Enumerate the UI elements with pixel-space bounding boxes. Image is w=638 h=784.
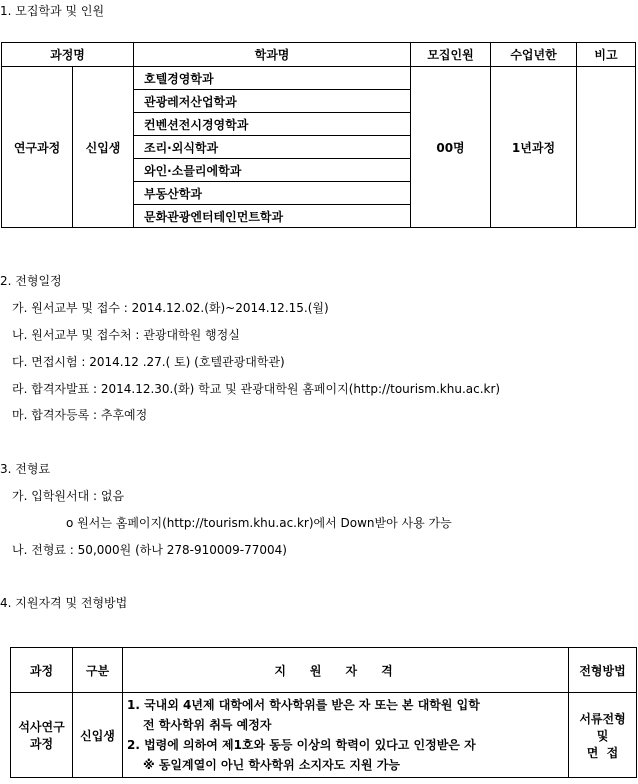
method-line: 면 접 (586, 745, 619, 760)
course-cell (11, 693, 73, 778)
schedule-item: 마. 합격자등록 : 추후예정 (12, 408, 148, 422)
course-line: 석사연구 (18, 720, 65, 734)
header-qualification: 지원자격 (123, 648, 569, 693)
requirement-1: 1. 국내외 4년제 대학에서 학사학위를 받은 자 또는 본 대학원 입학 (127, 698, 480, 712)
section2-heading: 2. 전형일정 (0, 274, 62, 288)
header-duration: 수업년한 (491, 43, 577, 67)
major-cell: 부동산학과 (134, 182, 411, 205)
recruitment-table (1, 42, 636, 228)
schedule-item: 가. 원서교부 및 접수 : 2014.12.02.(화)~2014.12.15.(월) (12, 301, 329, 315)
schedule-item: 다. 면접시험 : 2014.12 .27.( 토) (호텔관광대학관) (12, 355, 285, 369)
major-cell: 와인·소믈리에학과 (134, 159, 411, 182)
qualification-table (10, 647, 637, 778)
table-header-row (2, 43, 636, 67)
table-header-row (11, 648, 637, 693)
fee-item: 가. 입학원서대 : 없음 (12, 489, 125, 503)
method-line: 및 (596, 728, 609, 743)
requirement-note: ※ 동일계열이 아닌 학사학위 소지자도 지원 가능 (143, 758, 400, 772)
count-cell: 00명 (411, 67, 491, 228)
major-cell: 조리·외식학과 (134, 136, 411, 159)
table-row (11, 693, 637, 778)
section3-heading: 3. 전형료 (0, 462, 51, 476)
schedule-item: 나. 원서교부 및 접수처 : 관광대학원 행정실 (12, 328, 240, 342)
table-row (2, 67, 636, 90)
course-cell: 연구과정 (2, 67, 73, 228)
note-cell (577, 67, 636, 228)
method-cell (569, 693, 637, 778)
requirement-1-cont: 전 학사학위 취득 예정자 (143, 718, 272, 732)
header-note: 비고 (577, 43, 636, 67)
section1-heading: 1. 모집학과 및 인원 (0, 4, 105, 18)
major-cell: 관광레저산업학과 (134, 90, 411, 113)
header-course-name: 과정명 (2, 43, 134, 67)
schedule-item: 라. 합격자발표 : 2014.12.30.(화) 학교 및 관광대학원 홈페이지(http://tourism.khu.ac.kr) (12, 382, 501, 396)
type-cell: 신입생 (73, 693, 123, 778)
fee-sub-item: o 원서는 홈페이지(http://tourism.khu.ac.kr)에서 Down받아 사용 가능 (66, 516, 452, 530)
header-recruit-count: 모집인원 (411, 43, 491, 67)
major-cell: 호텔경영학과 (134, 67, 411, 90)
requirement-2: 2. 법령에 의하여 제1호와 동등 이상의 학력이 있다고 인정받은 자 (127, 738, 476, 752)
qualification-cell (123, 693, 569, 778)
major-cell: 컨벤션전시경영학과 (134, 113, 411, 136)
course-line: 과정 (29, 737, 54, 751)
header-course: 과정 (11, 648, 73, 693)
type-cell: 신입생 (73, 67, 134, 228)
header-type: 구분 (73, 648, 123, 693)
header-major-name: 학과명 (134, 43, 411, 67)
fee-item: 나. 전형료 : 50,000원 (하나 278-910009-77004) (12, 543, 287, 557)
section4-heading: 4. 지원자격 및 전형방법 (0, 596, 128, 610)
duration-cell: 1년과정 (491, 67, 577, 228)
method-line: 서류전형 (579, 711, 626, 726)
header-method: 전형방법 (569, 648, 637, 693)
major-cell: 문화관광엔터테인먼트학과 (134, 205, 411, 228)
